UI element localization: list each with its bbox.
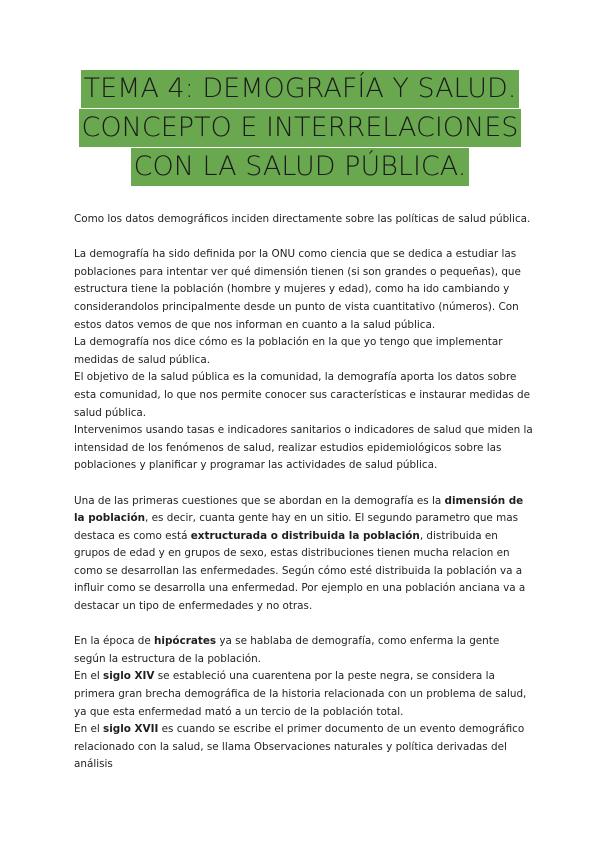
- document-body: [74, 211, 534, 774]
- definition-paragraph-2: La demografía nos dice cómo es la población en la que yo tengo que implementar medidas de salud pública.: [74, 336, 503, 366]
- intro-paragraph: Como los datos demográficos inciden directamente sobre las políticas de salud pública.: [74, 213, 531, 225]
- page-title: [0, 70, 600, 187]
- bold-term: dimensión de la población: [74, 494, 524, 525]
- history-paragraph-1: En la época de hipócrates ya se hablaba de demografía, como enferma la gente según la estructura de la población.: [74, 635, 500, 665]
- history-paragraph-3: En el siglo XVII es cuando se escribe el primer documento de un evento demográfico relacionado con la salud, se llama Observaciones naturales y política derivadas del análisis: [74, 723, 525, 771]
- bold-term: siglo XIV: [103, 670, 155, 683]
- bold-term: extructurada o distribuida la población: [190, 529, 420, 542]
- title-line-3: CON LA SALUD PÚBLICA.: [131, 148, 470, 186]
- title-line-2: CONCEPTO E INTERRELACIONES: [79, 109, 522, 147]
- definition-paragraph-3: El objetivo de la salud pública es la comunidad, la demografía aporta los datos sobre esta comunidad, lo que nos permite conocer sus características e instaurar medidas de salud pública.: [74, 371, 531, 419]
- definition-paragraph: La demografía ha sido definida por la ONU como ciencia que se dedica a estudiar las poblaciones para intentar ver qué dimensión tienen (si son grandes o pequeñas), que estructura tiene la población (hombre y mujeres y edad), como ha ido cambiando y considerandolos principalmente desde un punto de vista cuantitativo (números). Con estos datos vemos de que nos informan en cuanto a la salud pública.: [74, 248, 521, 331]
- definition-paragraph-4: Intervenimos usando tasas e indicadores sanitarios o indicadores de salud que miden la intensidad de los fenómenos de salud, realizar estudios epidemiológicos sobre las poblaciones y planificar y programar las actividades de salud pública.: [74, 424, 533, 472]
- title-line-1: TEMA 4: DEMOGRAFÍA Y SALUD.: [81, 70, 520, 108]
- history-paragraph-2: En el siglo XIV se estableció una cuarentena por la peste negra, se considera la primera gran brecha demográfica de la historia relacionada con un problema de salud, ya que esta enfermedad mató a un tercio de la población total.: [74, 670, 527, 718]
- bold-term: hipócrates: [154, 635, 217, 648]
- dimension-paragraph: Una de las primeras cuestiones que se abordan en la demografía es la dimensión de la población, es decir, cuanta gente hay en un sitio. El segundo parametro que mas destaca es como está extructurada o distribuida la población, distribuida en grupos de edad y en grupos de sexo, estas distribuciones tienen mucha relacion en como se desarrollan las enfermedades. Según cómo esté distribuida la población va a influir como se desarrolla una enfermedad. Por ejemplo en una población anciana va a destacar un tipo de enfermedades y no otras.: [74, 494, 526, 613]
- bold-term: siglo XVII: [103, 723, 159, 736]
